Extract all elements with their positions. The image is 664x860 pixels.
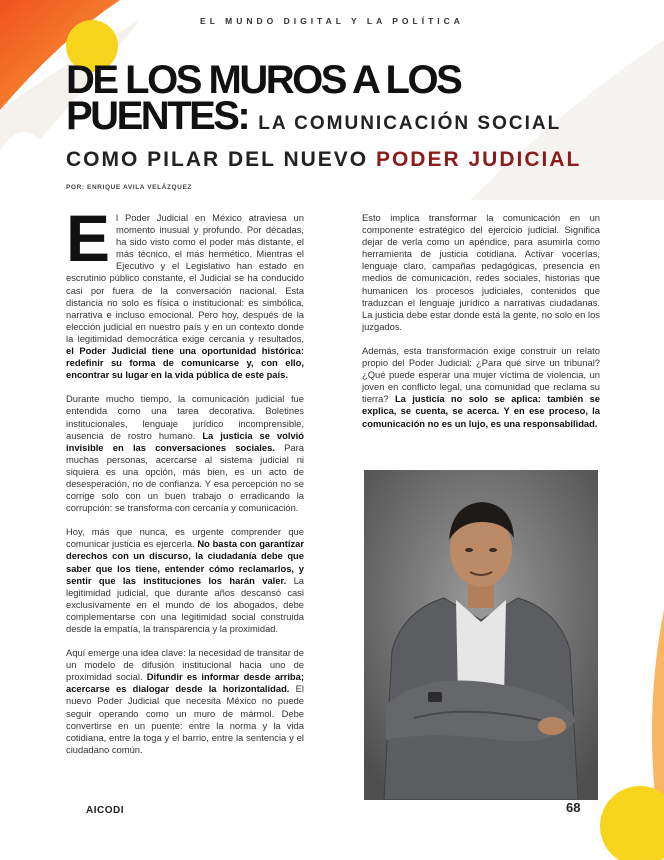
title-line-2-small: LA COMUNICACIÓN SOCIAL — [258, 113, 562, 134]
article-column-left — [66, 201, 305, 768]
title-line-3-accent: PODER JUDICIAL — [375, 148, 582, 171]
title-line-1: DE LOS MUROS A LOS — [66, 58, 461, 102]
paragraph-6-bold: La justicia no solo se aplica: también se explica, se cuenta, se acerca. Y en ese proceso, la comunicación no es un lujo, es una responsabilidad. — [362, 393, 601, 429]
paragraph-6 — [362, 345, 600, 430]
title-line-3-plain: COMO PILAR DEL NUEVO — [66, 148, 376, 171]
title-line-2-big: PUENTES: — [66, 94, 249, 138]
paragraph-4 — [66, 647, 304, 756]
byline: POR: ENRIQUE AVILA VELÁZQUEZ — [66, 184, 192, 191]
paragraph-2-text-a: Durante mucho tiempo, la comunicación judicial fue entendida como una tarea decorativa. Boletines institucionales, lenguaje jurídico incomprensible, ausencia de rostro humano. — [66, 393, 304, 441]
paragraph-2-text-b: Para muchas personas, acercarse al sistema judicial ni siquiera es una opción, más bien, es un acto de desesperación, no de confianza. Y esa percepción no se corrige solo con un buen trabajo o erradicando la corrupción: se transforma con cercanía y comunicación. — [66, 441, 304, 514]
drop-cap: E — [66, 201, 111, 275]
article-column-right — [362, 212, 600, 442]
paragraph-3-bold: No basta con garantizar derechos con un discurso, la ciudadanía debe que saber que los tiene, entender cómo reclamarlos, y sentir que las instituciones los harán valer. — [66, 538, 305, 586]
paragraph-2 — [66, 393, 304, 514]
title-line-2 — [66, 94, 626, 142]
section-kicker: EL MUNDO DIGITAL Y LA POLÍTICA — [200, 16, 464, 26]
page-number: 68 — [566, 800, 581, 815]
paragraph-3 — [66, 526, 304, 635]
paragraph-5: Esto implica transformar la comunicación en un componente estratégico del ejercicio judicial. Significa dejar de verla como un apéndice, para asumirla como herramienta de justicia cotidiana. Activar vocerías, lenguaje claro, campañas pedagógicas, presencia en medios de comunicación, redes sociales, historias que humanicen los procesos judiciales, contenidos que traduzcan el lenguaje jurídico a narrativas ciudadanas. La justicia debe estar donde está la gente, no solo en los juzgados. — [362, 212, 600, 332]
paragraph-1-bold: el Poder Judicial tiene una oportunidad histórica: redefinir su forma de comunicarse y, con ello, encontrar su lugar en la vida pública de este país. — [66, 345, 304, 381]
paragraph-3-text-a: Hoy, más que nunca, es urgente comprender que comunicar justicia es ejercerla. — [66, 526, 304, 550]
footer-brand: AICODI — [86, 805, 124, 816]
portrait-illustration — [364, 470, 598, 800]
title-line-3 — [66, 148, 581, 172]
article-title — [66, 58, 626, 142]
paragraph-4-bold: Difundir es informar desde arriba; acercarse es dialogar desde la horizontalidad. — [66, 671, 304, 695]
paragraph-4-text-b: El nuevo Poder Judicial que necesita México no puede seguir operando como un muro de mármol. Debe convertirse en un puente: entre la norma y la vida cotidiana, entre la toga y el barrio, entre la sentencia y el ciudadano común. — [66, 683, 304, 755]
paragraph-4-text-a: Aquí emerge una idea clave: la necesidad de transitar de un modelo de difusión institucional hacia uno de proximidad social. — [66, 647, 304, 683]
paragraph-2-bold: La justicia se volvió invisible en las conversaciones sociales. — [66, 429, 305, 453]
paragraph-1 — [66, 201, 304, 381]
paragraph-1-text: l Poder Judicial en México atraviesa un momento inusual y profundo. Por décadas, ha sido visto como el poder más distante, el más técnico, el más hermético. Mientras el Ejecutivo y el Legislativo han estado en escrutinio público constante, el Judicial se ha conducido casi por fuera de la conversación nacional. Esta distancia no solo es física o institucional: es simbólica, narrativa e incluso emocional. Pero hoy, después de la elección judicial en nuestro país y en un contexto donde la legitimidad democrática exige cercanía y resultados, — [66, 212, 304, 344]
paragraph-6-text: Además, esta transformación exige construir un relato propio del Poder Judicial: ¿Para qué sirve un tribunal? ¿Qué puede esperar una mujer víctima de violencia, un joven en conflicto legal, una comunidad que reclama su tierra? — [362, 344, 600, 405]
paragraph-3-text-b: La legitimidad judicial, que durante años descansó casi exclusivamente en el mundo de los abogados, debe complementarse con una legitimidad social construida desde la empatía, la transparencia y la proximidad. — [66, 574, 304, 634]
author-photo — [364, 470, 598, 800]
